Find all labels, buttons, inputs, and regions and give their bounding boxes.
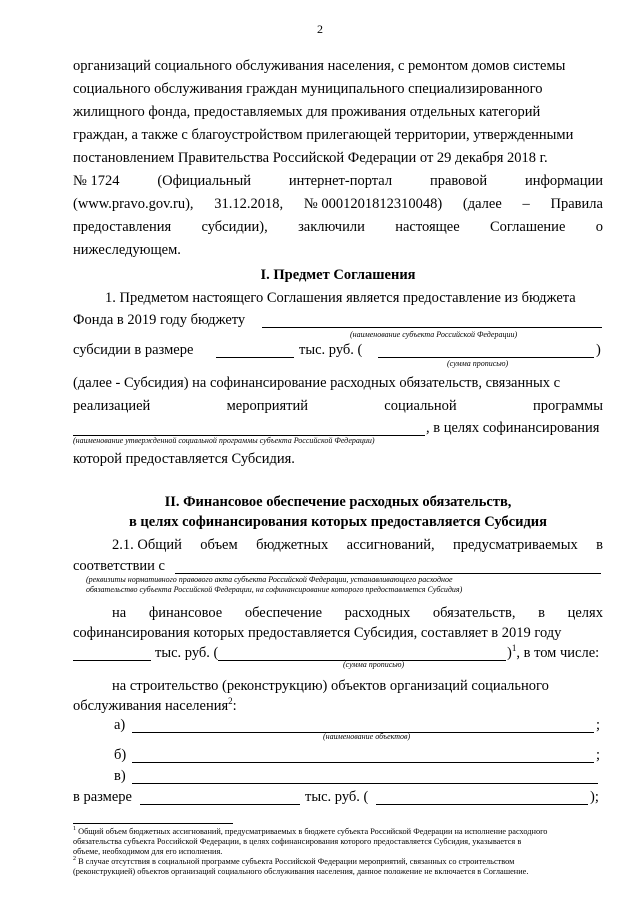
- item-c-label: в): [114, 768, 126, 784]
- intro-line-2: социального обслуживания граждан муниципального специализированного: [73, 81, 543, 97]
- s1-p2-line-2: реализацией мероприятий социальной программы: [73, 398, 603, 414]
- object-b-field[interactable]: [132, 748, 594, 763]
- s2-p1-line-1: 2.1. Общий объем бюджетных ассигнований, предусматриваемых в: [112, 537, 603, 553]
- s1-p2-line-3: , в целях софинансирования: [426, 420, 600, 436]
- page-number: 2: [317, 22, 323, 36]
- intro-line-6: № 1724 (Официальный интернет-портал правовой информации: [73, 173, 603, 189]
- caption-objects: (наименование объектов): [323, 732, 411, 741]
- caption-act-line-1: (реквизиты нормативного правового акта субъекта Российской Федерации, устанавливающего расходное: [86, 575, 453, 584]
- item-a-end: ;: [596, 717, 601, 733]
- footnote-ref-1: 1: [511, 643, 517, 654]
- footnote-1-line-2: обязательства субъекта Российской Федерации, в целях софинансирования которого предоставляется Субсидия, указывается в: [73, 837, 522, 846]
- budget-amount-words-field[interactable]: [218, 646, 506, 661]
- item-b-label: б): [114, 747, 127, 763]
- intro-line-8: предоставления субсидии), заключили настоящее Соглашение о: [73, 219, 603, 235]
- subsidy-amount-words-field[interactable]: [378, 343, 594, 358]
- amount-close: );: [590, 789, 599, 805]
- s2-p3-line-1: на строительство (реконструкцию) объектов организаций социального: [112, 678, 549, 694]
- intro-line-7: (www.pravo.gov.ru), 31.12.2018, № 0001201812310048) (далее – Правила: [73, 196, 603, 212]
- budget-amount-field[interactable]: [73, 646, 151, 661]
- footnote-1-line-1: $^1$ Общий объем бюджетных ассигнований, предусматриваемых в бюджете субъекта Российской Федерации на исполнение расходного: [73, 826, 548, 836]
- s1-p1-line-3-unit: тыс. руб. (: [299, 342, 363, 358]
- s2-p2-line-1: на финансовое обеспечение расходных обязательств, в целях: [112, 605, 603, 621]
- amount-unit: тыс. руб. (: [305, 789, 369, 805]
- s2-p2-line-3-unit: тыс. руб. (: [155, 645, 219, 661]
- s2-p3-line-2: обслуживания населения$^2$:: [73, 696, 237, 714]
- section-2-heading-line-1: II. Финансовое обеспечение расходных обязательств,: [164, 494, 512, 510]
- s1-p1-line-1: 1. Предметом настоящего Соглашения является предоставление из бюджета: [105, 290, 576, 306]
- footnote-ref-2: 2: [228, 696, 233, 707]
- item-a-label: а): [114, 717, 126, 733]
- caption-sum-2: (сумма прописью): [343, 660, 405, 669]
- caption-subject: (наименование субъекта Российской Федерации): [350, 330, 518, 339]
- object-a-field[interactable]: [132, 718, 594, 733]
- object-amount-words-field[interactable]: [376, 790, 588, 805]
- section-1-heading: I. Предмет Соглашения: [260, 267, 416, 283]
- s2-p1-line-2: соответствии с: [73, 558, 165, 574]
- s1-p1-line-3-close: ): [596, 342, 601, 358]
- intro-line-9: нижеследующем.: [73, 242, 181, 258]
- s1-p1-line-2: Фонда в 2019 году бюджету: [73, 312, 246, 328]
- s2-p2-line-3-close: )$^1$, в том числе:: [507, 643, 600, 661]
- section-2-heading-line-2: в целях софинансирования которых предоставляется Субсидия: [128, 514, 548, 530]
- s1-p2-line-4: которой предоставляется Субсидия.: [73, 451, 295, 467]
- subject-name-field[interactable]: [262, 313, 602, 328]
- subsidy-amount-field[interactable]: [216, 343, 294, 358]
- object-amount-field[interactable]: [140, 790, 300, 805]
- object-c-field[interactable]: [132, 769, 598, 784]
- caption-sum: (сумма прописью): [447, 359, 509, 368]
- caption-act-line-2: обязательство субъекта Российской Федерации, на софинансирование которого предоставляется Субсидия): [86, 585, 463, 594]
- legal-act-field[interactable]: [175, 559, 601, 574]
- caption-program: (наименование утвержденной социальной программы субъекта Российской Федерации): [73, 436, 375, 445]
- footnote-separator: [73, 823, 233, 824]
- footnote-1-line-3: объеме, необходимом для его исполнения.: [73, 847, 223, 856]
- s1-p2-line-1: (далее - Субсидия) на софинансирование расходных обязательств, связанных с: [73, 375, 561, 391]
- s2-p2-line-2: софинансирования которых предоставляется Субсидия, составляет в 2019 году: [73, 625, 562, 641]
- s1-p1-line-3-label: субсидии в размере: [73, 342, 194, 358]
- intro-line-4: граждан, а также с благоустройством прилегающей территории, утвержденными: [73, 127, 574, 143]
- footnote-2-line-1: $^2$ В случае отсутствия в социальной программе субъекта Российской Федерации мероприятий, связанных со строительством: [73, 856, 515, 866]
- intro-line-1: организаций социального обслуживания населения, с ремонтом домов системы: [73, 58, 566, 74]
- intro-line-5: постановлением Правительства Российской Федерации от 29 декабря 2018 г.: [73, 150, 548, 166]
- item-b-end: ;: [596, 747, 601, 763]
- footnote-2-line-2: (реконструкцией) объектов организаций социального обслуживания населения, данное положение не включается в Соглашение.: [73, 867, 529, 876]
- intro-line-3: жилищного фонда, предоставляемых для проживания отдельных категорий: [73, 104, 541, 120]
- program-name-field[interactable]: [73, 421, 425, 436]
- amount-label: в размере: [73, 789, 132, 805]
